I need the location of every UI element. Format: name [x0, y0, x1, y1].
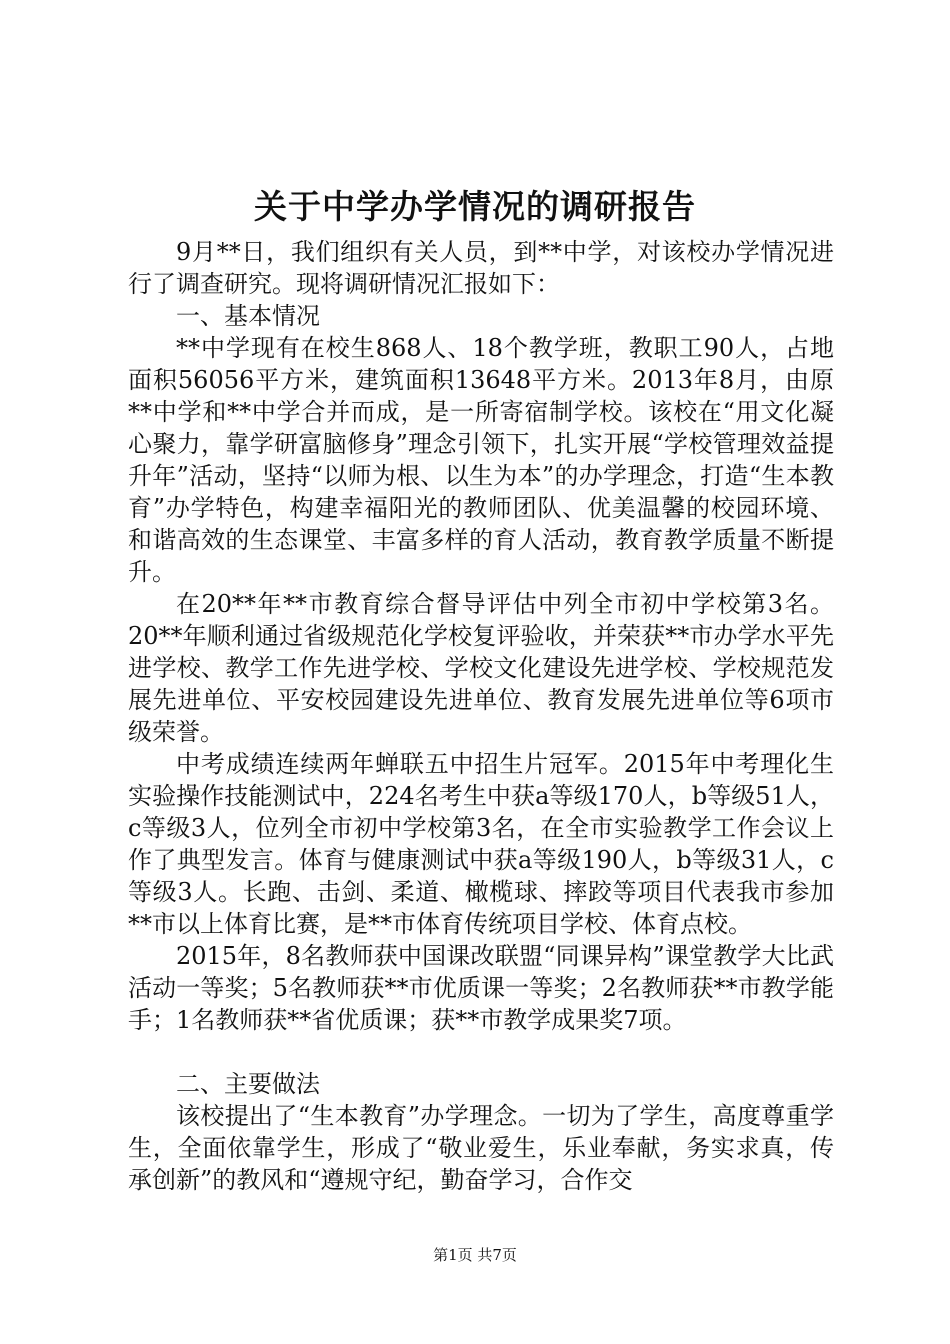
- paragraph-honors: 在20**年**市教育综合督导评估中列全市初中学校第3名。20**年顺利通过省级规范化学校复评验收，并荣获**市办学水平先进学校、教学工作先进学校、学校文化建设先进学校、学校规范发展先进单位、平安校园建设先进单位、教育发展先进单位等6项市级荣誉。: [128, 590, 834, 746]
- document-body: [128, 236, 834, 1196]
- section-heading-basic: 一、基本情况: [176, 302, 320, 330]
- paragraph-education-philosophy: 该校提出了“生本教育”办学理念。一切为了学生，高度尊重学生，全面依靠学生，形成了“敬业爱生，乐业奉献，务实求真，传承创新”的教风和“遵规守纪，勤奋学习，合作交: [128, 1102, 834, 1194]
- paragraph-teacher-awards: 2015年，8名教师获中国课改联盟“同课异构”课堂教学大比武活动一等奖；5名教师获**市优质课一等奖；2名教师获**市教学能手；1名教师获**省优质课；获**市教学成果奖7项。: [128, 942, 834, 1034]
- page-footer: 第1页 共7页: [433, 1246, 517, 1264]
- paragraph-school-overview: **中学现有在校生868人、18个教学班，教职工90人，占地面积56056平方米，建筑面积13648平方米。2013年8月，由原**中学和**中学合并而成，是一所寄宿制学校。该校在“用文化凝心聚力，靠学研富脑修身”理念引领下，扎实开展“学校管理效益提升年”活动，坚持“以师为根、以生为本”的办学理念，打造“生本教育”办学特色，构建幸福阳光的教师团队、优美温馨的校园环境、和谐高效的生态课堂、丰富多样的育人活动，教育教学质量不断提升。: [128, 334, 834, 586]
- intro-paragraph: 9月**日，我们组织有关人员，到**中学，对该校办学情况进行了调查研究。现将调研情况汇报如下：: [128, 238, 834, 298]
- section-heading-practices: 二、主要做法: [176, 1070, 320, 1098]
- document-title: 关于中学办学情况的调研报告: [254, 187, 696, 226]
- paragraph-exam-results: 中考成绩连续两年蝉联五中招生片冠军。2015年中考理化生实验操作技能测试中，224名考生中获a等级170人，b等级51人，c等级3人，位列全市初中学校第3名，在全市实验教学工作会议上作了典型发言。体育与健康测试中获a等级190人，b等级31人，c等级3人。长跑、击剑、柔道、橄榄球、摔跤等项目代表我市参加**市以上体育比赛，是**市体育传统项目学校、体育点校。: [128, 750, 834, 938]
